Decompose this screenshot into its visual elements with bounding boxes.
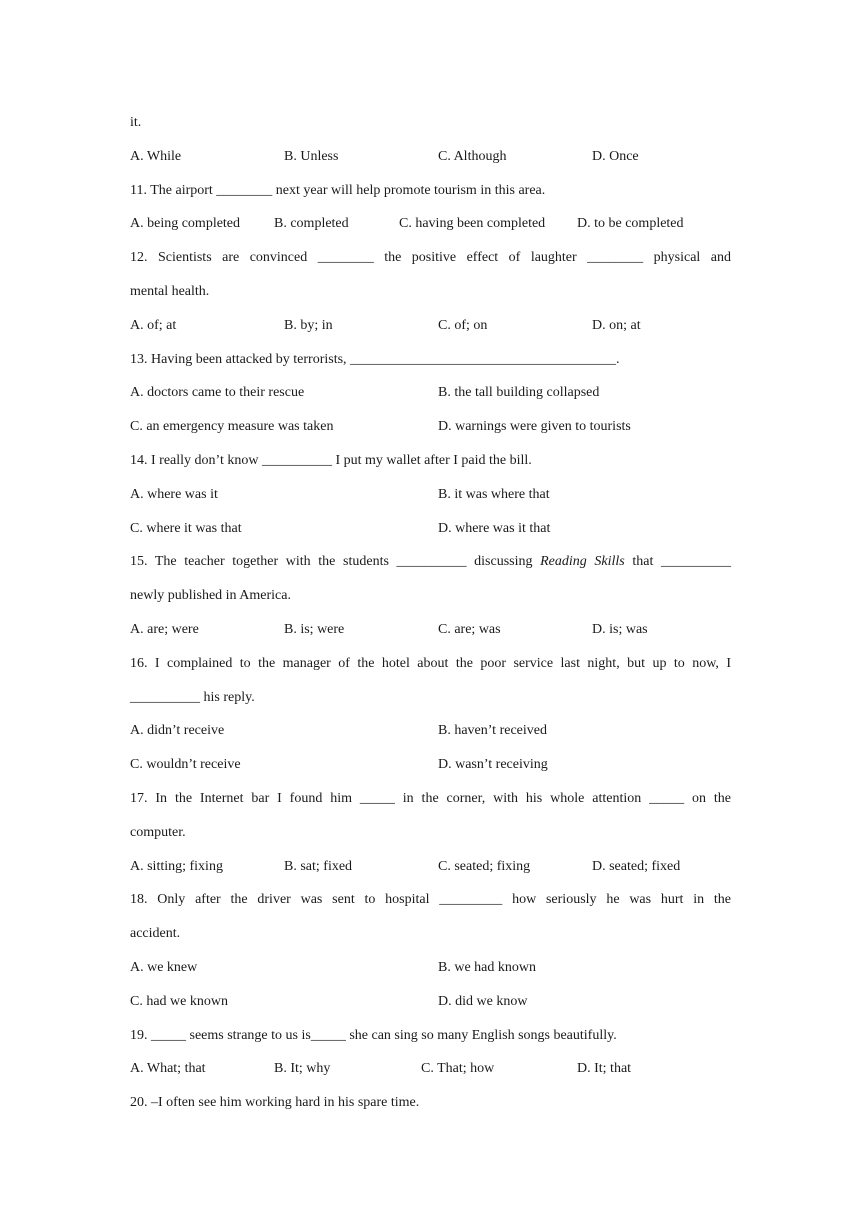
continuation-text: it. — [130, 115, 142, 130]
q14-options-ab — [130, 478, 731, 512]
q20-stem: 20. –I often see him working hard in his spare time. — [130, 1095, 420, 1111]
q13-options-ab — [130, 376, 731, 410]
option-b: B. haven’t received — [438, 723, 547, 739]
option-a: A. sitting; fixing — [130, 858, 223, 874]
question-list — [130, 106, 731, 1120]
q15-stem-line2: newly published in America. — [130, 588, 291, 604]
option-b: B. the tall building collapsed — [438, 385, 600, 401]
q19-stem: 19. _____ seems strange to us is_____ she can sing so many English songs beautifully. — [130, 1027, 617, 1043]
option-a: A. While — [130, 148, 182, 164]
option-c: C. where it was that — [130, 520, 242, 536]
option-d: D. is; was — [592, 621, 648, 637]
q17-options — [130, 850, 731, 884]
option-c: C. having been completed — [399, 216, 546, 232]
q10-options — [130, 140, 731, 174]
q16-stem-line1: 16. I complained to the manager of the hotel about the poor service last night, but up to now, I — [130, 655, 731, 671]
option-b: B. completed — [274, 216, 349, 232]
option-c: C. are; was — [438, 621, 501, 637]
q15-options — [130, 613, 731, 647]
option-c: C. seated; fixing — [438, 858, 531, 874]
option-b: B. Unless — [284, 148, 339, 164]
option-c: C. That; how — [421, 1061, 495, 1077]
q15-stem-line1 — [130, 545, 731, 579]
option-d: D. did we know — [438, 993, 528, 1009]
q12-stem-line2: mental health. — [130, 283, 210, 299]
option-c: C. Although — [438, 148, 507, 164]
option-c: C. an emergency measure was taken — [130, 419, 334, 435]
option-b: B. sat; fixed — [284, 858, 353, 874]
q13-options-cd — [130, 410, 731, 444]
q12-stem-line1: 12. Scientists are convinced ________ the positive effect of laughter ________ physical and — [130, 250, 731, 266]
option-a: A. of; at — [130, 317, 177, 333]
option-d: D. wasn’t receiving — [438, 757, 548, 773]
option-a: A. didn’t receive — [130, 723, 225, 739]
q19-options — [130, 1052, 731, 1086]
option-b: B. it was where that — [438, 486, 550, 502]
q13-stem: 13. Having been attacked by terrorists, ______________________________________. — [130, 351, 620, 367]
option-d: D. It; that — [577, 1061, 632, 1077]
q15-stem-part-b: that __________ — [624, 554, 731, 570]
q15-stem-part-a: 15. The teacher together with the students __________ discussing — [130, 554, 541, 570]
option-a: A. we knew — [130, 959, 198, 975]
option-d: D. Once — [592, 148, 639, 164]
q18-options-ab — [130, 951, 731, 985]
q17-stem-line1: 17. In the Internet bar I found him _____ in the corner, with his whole attention _____ on the — [130, 790, 731, 806]
q12-options — [130, 309, 731, 343]
option-a: A. are; were — [130, 621, 199, 637]
option-d: D. where was it that — [438, 520, 551, 536]
option-d: D. seated; fixed — [592, 858, 681, 874]
q17-stem-line2: computer. — [130, 824, 186, 840]
option-c: C. wouldn’t receive — [130, 757, 241, 773]
option-b: B. is; were — [284, 621, 345, 637]
option-d: D. on; at — [592, 317, 641, 333]
q18-stem-line1: 18. Only after the driver was sent to hospital _________ how seriously he was hurt in the — [130, 892, 731, 908]
q14-options-cd — [130, 512, 731, 546]
option-d: D. to be completed — [577, 216, 684, 232]
q18-options-cd — [130, 985, 731, 1019]
option-b: B. by; in — [284, 317, 333, 333]
q16-options-cd — [130, 748, 731, 782]
option-a: A. where was it — [130, 486, 218, 502]
option-d: D. warnings were given to tourists — [438, 419, 631, 435]
q18-stem-line2: accident. — [130, 926, 181, 942]
q15-book-title: Reading Skills — [540, 554, 625, 570]
option-c: C. had we known — [130, 993, 228, 1009]
option-a: A. being completed — [130, 216, 241, 232]
q11-options — [130, 207, 731, 241]
option-b: B. It; why — [274, 1061, 331, 1077]
option-a: A. doctors came to their rescue — [130, 385, 305, 401]
q14-stem: 14. I really don’t know __________ I put my wallet after I paid the bill. — [130, 452, 532, 468]
q11-stem: 11. The airport ________ next year will help promote tourism in this area. — [130, 182, 546, 198]
q16-options-ab — [130, 714, 731, 748]
option-b: B. we had known — [438, 959, 536, 975]
option-c: C. of; on — [438, 317, 488, 333]
option-a: A. What; that — [130, 1061, 206, 1077]
q16-stem-line2: __________ his reply. — [130, 689, 255, 705]
